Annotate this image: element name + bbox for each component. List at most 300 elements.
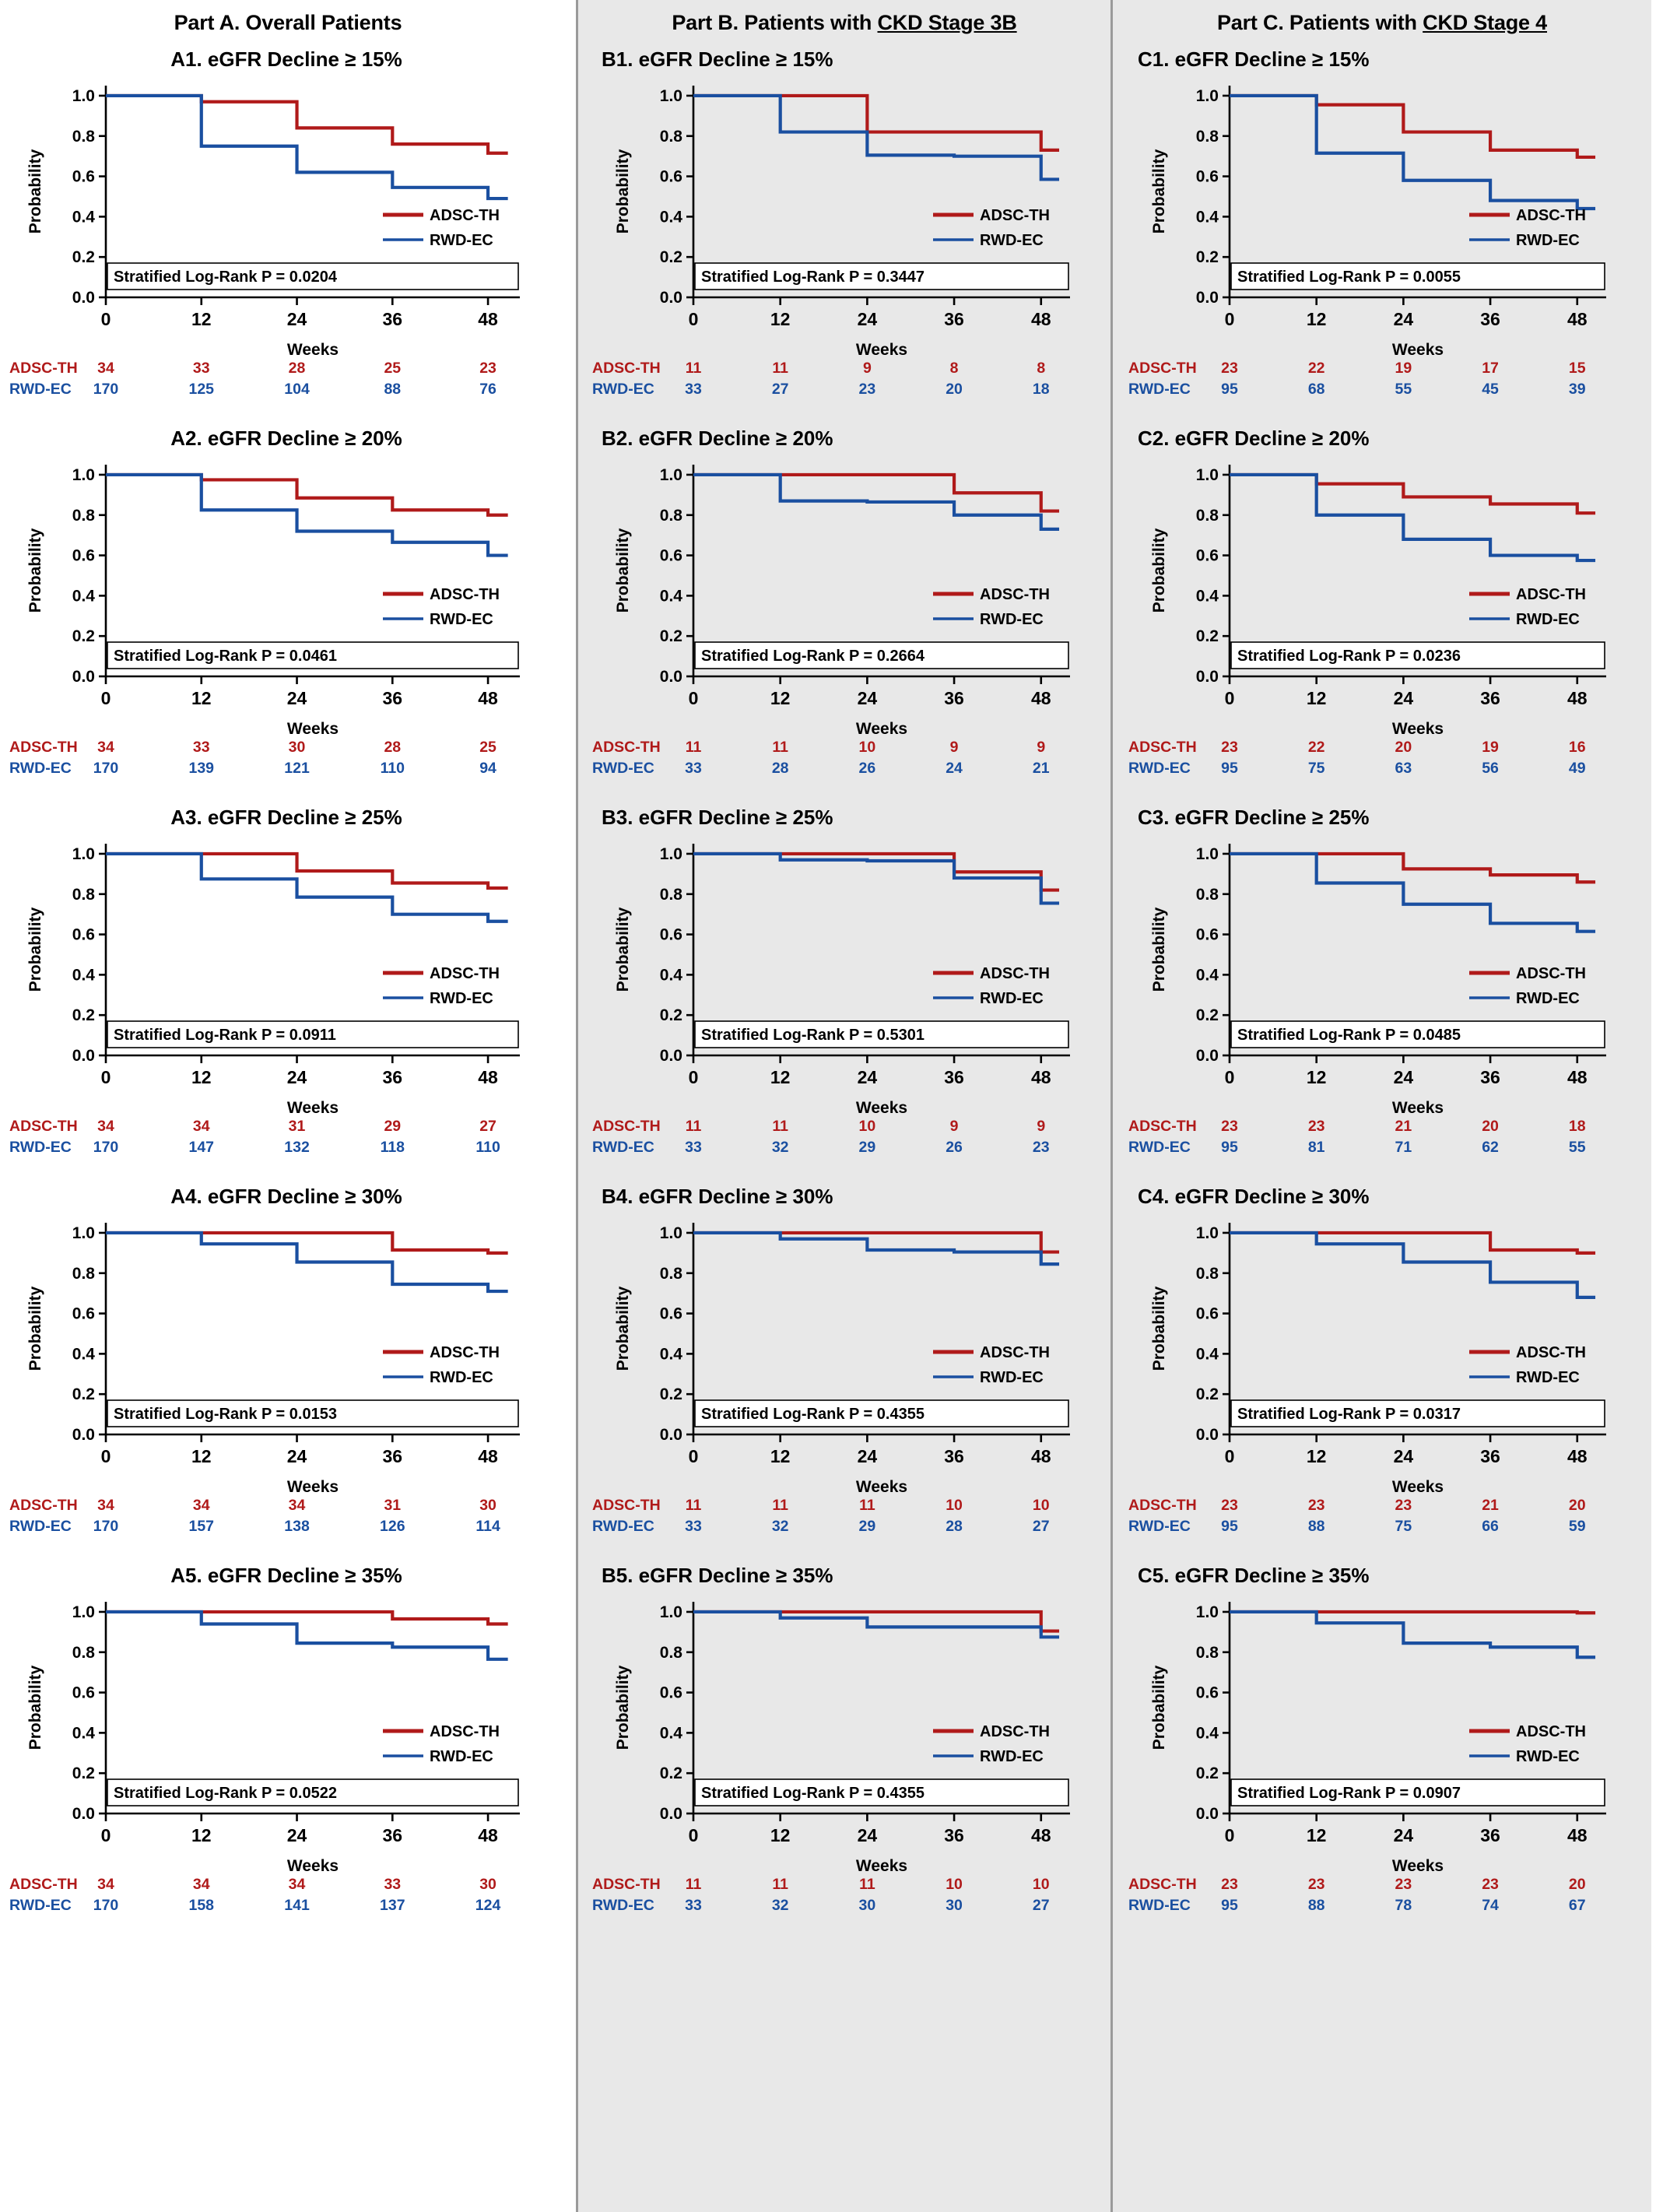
risk-value: 25 — [479, 739, 496, 756]
svg-text:0.8: 0.8 — [659, 1264, 682, 1283]
svg-text:0: 0 — [688, 1825, 699, 1845]
svg-text:0.6: 0.6 — [1195, 925, 1219, 944]
risk-row-label: RWD-EC — [592, 1897, 654, 1914]
svg-text:36: 36 — [944, 309, 964, 329]
part-c-column — [1113, 0, 1651, 2212]
svg-text:24: 24 — [1393, 1067, 1414, 1087]
risk-value: 118 — [380, 1139, 405, 1156]
risk-value: 24 — [946, 760, 963, 777]
risk-value: 34 — [97, 739, 114, 756]
risk-table-B5 — [584, 1876, 1107, 1921]
svg-text:0.0: 0.0 — [72, 1047, 95, 1065]
panel-A1 — [6, 47, 567, 405]
svg-text:12: 12 — [191, 309, 212, 329]
panel-B2 — [584, 427, 1107, 784]
svg-text:ADSC-TH: ADSC-TH — [980, 586, 1050, 603]
risk-value: 81 — [1307, 1139, 1325, 1156]
risk-value: 11 — [685, 1876, 702, 1893]
risk-row-B5-adsc — [584, 1876, 1107, 1897]
svg-text:12: 12 — [770, 1825, 791, 1845]
risk-value: 34 — [288, 1876, 306, 1893]
risk-value: 23 — [1395, 1876, 1412, 1893]
risk-row-label: RWD-EC — [9, 760, 72, 777]
risk-value: 11 — [685, 739, 702, 756]
svg-text:48: 48 — [1030, 688, 1051, 708]
risk-value: 33 — [685, 1139, 702, 1156]
x-axis-label-C4: Weeks — [1391, 1478, 1444, 1496]
svg-text:Probability: Probability — [26, 528, 44, 613]
risk-table-B2 — [584, 739, 1107, 784]
svg-text:0.6: 0.6 — [72, 1684, 95, 1702]
km-plot-B1 — [584, 73, 1098, 346]
svg-text:Stratified Log-Rank P = 0.0317: Stratified Log-Rank P = 0.0317 — [1237, 1406, 1461, 1423]
svg-text:48: 48 — [478, 309, 498, 329]
risk-row-label: ADSC-TH — [1128, 739, 1197, 756]
risk-row-A4-rwd — [6, 1518, 567, 1539]
svg-text:0: 0 — [100, 688, 111, 708]
risk-table-A4 — [6, 1497, 567, 1542]
svg-text:Probability: Probability — [26, 149, 44, 234]
km-plot-B5 — [584, 1589, 1098, 1862]
km-plot-A4 — [6, 1210, 551, 1483]
risk-row-label: ADSC-TH — [592, 1118, 661, 1135]
svg-text:0.4: 0.4 — [659, 1724, 682, 1743]
svg-text:ADSC-TH: ADSC-TH — [1516, 965, 1586, 982]
risk-value: 76 — [479, 381, 496, 398]
panel-C5 — [1121, 1564, 1644, 1921]
risk-value: 10 — [946, 1876, 963, 1893]
risk-value: 141 — [284, 1897, 310, 1914]
risk-value: 19 — [1482, 739, 1499, 756]
svg-text:36: 36 — [944, 688, 964, 708]
panel-A2 — [6, 427, 567, 784]
km-plot-A1 — [6, 73, 551, 346]
risk-value: 55 — [1568, 1139, 1586, 1156]
risk-value: 104 — [284, 381, 310, 398]
svg-text:24: 24 — [1393, 309, 1414, 329]
risk-row-C2-rwd — [1121, 760, 1644, 781]
risk-value: 11 — [772, 360, 788, 377]
risk-value: 30 — [288, 739, 306, 756]
risk-value: 33 — [685, 760, 702, 777]
risk-value: 27 — [1032, 1518, 1050, 1535]
risk-value: 33 — [685, 1518, 702, 1535]
svg-text:1.0: 1.0 — [659, 1224, 682, 1242]
risk-row-B4-adsc — [584, 1497, 1107, 1518]
svg-text:0.2: 0.2 — [1195, 1764, 1219, 1783]
risk-value: 28 — [771, 760, 789, 777]
risk-value: 9 — [949, 739, 959, 756]
svg-text:0.0: 0.0 — [1195, 1426, 1219, 1444]
svg-text:0.8: 0.8 — [72, 127, 95, 146]
risk-row-C3-adsc — [1121, 1118, 1644, 1139]
risk-row-B4-rwd — [584, 1518, 1107, 1539]
risk-value: 30 — [479, 1497, 496, 1514]
risk-row-B3-adsc — [584, 1118, 1107, 1139]
svg-text:ADSC-TH: ADSC-TH — [980, 965, 1050, 982]
risk-value: 11 — [859, 1497, 875, 1514]
svg-text:0.8: 0.8 — [72, 1643, 95, 1662]
svg-text:Stratified Log-Rank P = 0.0911: Stratified Log-Rank P = 0.0911 — [114, 1027, 336, 1044]
risk-row-C2-adsc — [1121, 739, 1644, 760]
panel-title-A3: A3. eGFR Decline ≥ 25% — [170, 806, 402, 829]
risk-value: 29 — [384, 1118, 402, 1135]
risk-value: 11 — [685, 1497, 702, 1514]
risk-value: 33 — [192, 739, 210, 756]
risk-row-label: ADSC-TH — [1128, 1876, 1197, 1893]
svg-text:Stratified Log-Rank P = 0.0236: Stratified Log-Rank P = 0.0236 — [1237, 648, 1461, 665]
panel-title-B2: B2. eGFR Decline ≥ 20% — [602, 427, 833, 450]
risk-value: 95 — [1221, 760, 1238, 777]
svg-text:1.0: 1.0 — [72, 465, 95, 484]
svg-text:0.2: 0.2 — [659, 1385, 682, 1404]
panel-title-A2: A2. eGFR Decline ≥ 20% — [170, 427, 402, 450]
svg-text:ADSC-TH: ADSC-TH — [1516, 1344, 1586, 1361]
svg-text:12: 12 — [191, 1446, 212, 1466]
risk-row-A4-adsc — [6, 1497, 567, 1518]
km-plot-C5 — [1121, 1589, 1634, 1862]
svg-text:RWD-EC: RWD-EC — [1516, 990, 1580, 1007]
svg-text:24: 24 — [286, 1067, 307, 1087]
svg-text:36: 36 — [382, 1446, 403, 1466]
risk-value: 17 — [1482, 360, 1499, 377]
panel-B4 — [584, 1185, 1107, 1542]
svg-text:0.0: 0.0 — [659, 1426, 682, 1444]
risk-row-label: RWD-EC — [1128, 1139, 1191, 1156]
risk-value: 20 — [1395, 739, 1412, 756]
risk-value: 9 — [1037, 1118, 1046, 1135]
svg-text:36: 36 — [1480, 1825, 1500, 1845]
svg-text:1.0: 1.0 — [72, 844, 95, 863]
svg-text:0.0: 0.0 — [72, 1805, 95, 1823]
svg-text:0.6: 0.6 — [1195, 1304, 1219, 1323]
risk-row-label: ADSC-TH — [592, 739, 661, 756]
risk-table-A3 — [6, 1118, 567, 1163]
svg-text:48: 48 — [1567, 1446, 1588, 1466]
svg-text:36: 36 — [1480, 309, 1500, 329]
svg-text:48: 48 — [1567, 309, 1588, 329]
risk-value: 27 — [1032, 1897, 1050, 1914]
svg-text:0.8: 0.8 — [1195, 1264, 1219, 1283]
svg-text:RWD-EC: RWD-EC — [980, 1748, 1044, 1765]
risk-value: 11 — [772, 1118, 788, 1135]
svg-text:0.4: 0.4 — [72, 966, 95, 985]
risk-value: 10 — [1032, 1876, 1050, 1893]
risk-table-A2 — [6, 739, 567, 784]
x-axis-label-A1: Weeks — [286, 341, 339, 359]
svg-text:0.8: 0.8 — [72, 885, 95, 904]
svg-text:0.4: 0.4 — [72, 587, 95, 606]
risk-value: 32 — [771, 1139, 789, 1156]
svg-text:0.6: 0.6 — [72, 546, 95, 565]
risk-value: 34 — [288, 1497, 306, 1514]
svg-text:0.4: 0.4 — [659, 208, 682, 226]
svg-text:48: 48 — [1567, 688, 1588, 708]
risk-row-label: RWD-EC — [592, 1139, 654, 1156]
risk-row-label: ADSC-TH — [9, 739, 78, 756]
risk-row-label: ADSC-TH — [9, 360, 78, 377]
svg-text:48: 48 — [478, 1825, 498, 1845]
svg-text:36: 36 — [382, 1067, 403, 1087]
svg-text:36: 36 — [1480, 1446, 1500, 1466]
risk-table-C5 — [1121, 1876, 1644, 1921]
risk-row-label: RWD-EC — [9, 1139, 72, 1156]
svg-text:0.0: 0.0 — [1195, 1805, 1219, 1823]
risk-row-label: RWD-EC — [1128, 760, 1191, 777]
risk-value: 30 — [479, 1876, 496, 1893]
risk-row-C4-adsc — [1121, 1497, 1644, 1518]
risk-value: 20 — [1568, 1497, 1586, 1514]
risk-value: 23 — [1221, 1118, 1238, 1135]
svg-text:12: 12 — [1306, 1067, 1327, 1087]
risk-row-C4-rwd — [1121, 1518, 1644, 1539]
risk-value: 9 — [1037, 739, 1046, 756]
x-axis-label-B4: Weeks — [855, 1478, 908, 1496]
risk-row-label: RWD-EC — [9, 1897, 72, 1914]
svg-text:0.8: 0.8 — [72, 1264, 95, 1283]
svg-text:0.2: 0.2 — [1195, 248, 1219, 267]
svg-text:0.0: 0.0 — [72, 1426, 95, 1444]
risk-value: 23 — [1221, 360, 1238, 377]
risk-row-label: ADSC-TH — [9, 1876, 78, 1893]
risk-value: 49 — [1568, 760, 1586, 777]
panel-title-C2: C2. eGFR Decline ≥ 20% — [1138, 427, 1370, 450]
panel-B3 — [584, 806, 1107, 1163]
part-b-column — [576, 0, 1113, 2212]
panel-title-A5: A5. eGFR Decline ≥ 35% — [170, 1564, 402, 1587]
risk-row-label: RWD-EC — [9, 381, 72, 398]
svg-text:24: 24 — [857, 1825, 878, 1845]
panel-C1 — [1121, 47, 1644, 405]
svg-text:ADSC-TH: ADSC-TH — [1516, 586, 1586, 603]
risk-value: 23 — [1307, 1876, 1325, 1893]
svg-text:Probability: Probability — [614, 907, 632, 992]
svg-text:RWD-EC: RWD-EC — [1516, 611, 1580, 628]
svg-text:ADSC-TH: ADSC-TH — [430, 965, 500, 982]
svg-text:48: 48 — [478, 1446, 498, 1466]
svg-text:0: 0 — [1224, 1067, 1235, 1087]
risk-value: 22 — [1307, 360, 1325, 377]
risk-value: 88 — [384, 381, 402, 398]
x-axis-label-C2: Weeks — [1391, 720, 1444, 738]
x-axis-label-C3: Weeks — [1391, 1099, 1444, 1117]
risk-value: 71 — [1395, 1139, 1412, 1156]
svg-text:RWD-EC: RWD-EC — [980, 232, 1044, 249]
svg-text:24: 24 — [286, 1825, 307, 1845]
risk-value: 56 — [1482, 760, 1499, 777]
svg-text:0.2: 0.2 — [72, 1006, 95, 1025]
risk-value: 23 — [1032, 1139, 1050, 1156]
risk-value: 19 — [1395, 360, 1412, 377]
km-plot-B3 — [584, 831, 1098, 1104]
svg-text:Stratified Log-Rank P = 0.0522: Stratified Log-Rank P = 0.0522 — [114, 1785, 337, 1802]
svg-text:Probability: Probability — [1150, 149, 1168, 234]
risk-value: 23 — [1221, 1497, 1238, 1514]
risk-value: 30 — [858, 1897, 876, 1914]
svg-text:0: 0 — [1224, 1446, 1235, 1466]
risk-row-B1-adsc — [584, 360, 1107, 381]
svg-text:0.4: 0.4 — [1195, 966, 1219, 985]
x-axis-label-C5: Weeks — [1391, 1857, 1444, 1875]
svg-text:ADSC-TH: ADSC-TH — [1516, 1723, 1586, 1740]
risk-row-C1-adsc — [1121, 360, 1644, 381]
svg-text:24: 24 — [857, 1067, 878, 1087]
svg-text:48: 48 — [1030, 1446, 1051, 1466]
svg-text:24: 24 — [286, 309, 307, 329]
panel-B1 — [584, 47, 1107, 405]
svg-text:1.0: 1.0 — [659, 1603, 682, 1621]
panel-title-C1: C1. eGFR Decline ≥ 15% — [1138, 47, 1370, 71]
panel-A5 — [6, 1564, 567, 1921]
svg-text:0.0: 0.0 — [1195, 289, 1219, 307]
km-plot-A3 — [6, 831, 551, 1104]
risk-value: 23 — [1482, 1876, 1499, 1893]
risk-value: 11 — [772, 1497, 788, 1514]
risk-value: 95 — [1221, 1897, 1238, 1914]
svg-text:0.8: 0.8 — [1195, 506, 1219, 525]
risk-value: 55 — [1395, 381, 1412, 398]
svg-text:36: 36 — [382, 309, 403, 329]
svg-text:36: 36 — [1480, 688, 1500, 708]
svg-text:Probability: Probability — [1150, 907, 1168, 992]
risk-value: 34 — [192, 1497, 210, 1514]
svg-text:0.2: 0.2 — [659, 1764, 682, 1783]
panel-title-C5: C5. eGFR Decline ≥ 35% — [1138, 1564, 1370, 1587]
svg-text:36: 36 — [382, 688, 403, 708]
panel-B5 — [584, 1564, 1107, 1921]
x-axis-label-C1: Weeks — [1391, 341, 1444, 359]
risk-value: 34 — [192, 1118, 210, 1135]
risk-value: 126 — [380, 1518, 405, 1535]
svg-text:Stratified Log-Rank P = 0.0055: Stratified Log-Rank P = 0.0055 — [1237, 269, 1461, 286]
svg-text:RWD-EC: RWD-EC — [430, 1748, 493, 1765]
risk-row-B2-adsc — [584, 739, 1107, 760]
svg-text:ADSC-TH: ADSC-TH — [430, 207, 500, 224]
risk-value: 28 — [288, 360, 306, 377]
risk-value: 11 — [772, 1876, 788, 1893]
svg-text:12: 12 — [191, 1067, 212, 1087]
km-plot-B4 — [584, 1210, 1098, 1483]
km-plot-C2 — [1121, 452, 1634, 725]
risk-row-label: ADSC-TH — [1128, 360, 1197, 377]
svg-text:Stratified Log-Rank P = 0.4355: Stratified Log-Rank P = 0.4355 — [701, 1785, 924, 1802]
risk-value: 26 — [946, 1139, 963, 1156]
km-plot-B2 — [584, 452, 1098, 725]
risk-value: 11 — [859, 1876, 875, 1893]
svg-text:12: 12 — [770, 1067, 791, 1087]
svg-text:0.4: 0.4 — [72, 208, 95, 226]
risk-value: 34 — [97, 1118, 114, 1135]
svg-text:0.6: 0.6 — [659, 546, 682, 565]
svg-text:24: 24 — [1393, 1825, 1414, 1845]
risk-table-C4 — [1121, 1497, 1644, 1542]
risk-value: 25 — [384, 360, 402, 377]
svg-text:12: 12 — [770, 309, 791, 329]
x-axis-label-B3: Weeks — [855, 1099, 908, 1117]
svg-text:Stratified Log-Rank P = 0.0461: Stratified Log-Rank P = 0.0461 — [114, 648, 337, 665]
risk-row-B3-rwd — [584, 1139, 1107, 1160]
risk-row-label: ADSC-TH — [592, 1497, 661, 1514]
risk-row-label: RWD-EC — [592, 1518, 654, 1535]
risk-value: 170 — [93, 1897, 119, 1914]
risk-value: 16 — [1568, 739, 1586, 756]
risk-value: 28 — [946, 1518, 963, 1535]
risk-value: 110 — [475, 1139, 500, 1156]
panel-title-B1: B1. eGFR Decline ≥ 15% — [602, 47, 833, 71]
risk-value: 138 — [284, 1518, 310, 1535]
svg-text:0.6: 0.6 — [72, 1304, 95, 1323]
risk-value: 11 — [685, 1118, 702, 1135]
svg-text:RWD-EC: RWD-EC — [430, 990, 493, 1007]
risk-table-B3 — [584, 1118, 1107, 1163]
svg-text:0.2: 0.2 — [72, 1764, 95, 1783]
risk-value: 31 — [288, 1118, 306, 1135]
km-plot-C4 — [1121, 1210, 1634, 1483]
risk-value: 11 — [685, 360, 702, 377]
svg-text:12: 12 — [1306, 309, 1327, 329]
risk-row-B1-rwd — [584, 381, 1107, 402]
svg-text:ADSC-TH: ADSC-TH — [430, 1723, 500, 1740]
risk-value: 95 — [1221, 381, 1238, 398]
risk-row-A3-adsc — [6, 1118, 567, 1139]
risk-value: 23 — [1221, 739, 1238, 756]
risk-value: 10 — [858, 1118, 876, 1135]
svg-text:1.0: 1.0 — [1195, 1224, 1219, 1242]
svg-text:0.8: 0.8 — [659, 885, 682, 904]
risk-row-A2-adsc — [6, 739, 567, 760]
risk-value: 20 — [1568, 1876, 1586, 1893]
svg-text:0.0: 0.0 — [72, 668, 95, 686]
risk-value: 33 — [685, 1897, 702, 1914]
svg-text:12: 12 — [1306, 1446, 1327, 1466]
svg-text:RWD-EC: RWD-EC — [430, 611, 493, 628]
svg-text:Probability: Probability — [1150, 1665, 1168, 1750]
risk-value: 30 — [946, 1897, 963, 1914]
svg-text:0.8: 0.8 — [659, 127, 682, 146]
risk-row-C1-rwd — [1121, 381, 1644, 402]
risk-value: 110 — [380, 760, 405, 777]
svg-text:36: 36 — [382, 1825, 403, 1845]
risk-value: 66 — [1482, 1518, 1499, 1535]
part-a-column — [0, 0, 576, 1943]
risk-value: 170 — [93, 760, 119, 777]
svg-text:RWD-EC: RWD-EC — [980, 990, 1044, 1007]
panel-C3 — [1121, 806, 1644, 1163]
risk-value: 45 — [1482, 381, 1499, 398]
svg-text:1.0: 1.0 — [659, 86, 682, 105]
risk-row-label: RWD-EC — [592, 760, 654, 777]
svg-text:Stratified Log-Rank P = 0.4355: Stratified Log-Rank P = 0.4355 — [701, 1406, 924, 1423]
svg-text:1.0: 1.0 — [659, 465, 682, 484]
svg-text:24: 24 — [857, 688, 878, 708]
svg-text:12: 12 — [191, 1825, 212, 1845]
risk-table-C3 — [1121, 1118, 1644, 1163]
risk-value: 78 — [1395, 1897, 1412, 1914]
risk-value: 132 — [284, 1139, 310, 1156]
svg-text:0.8: 0.8 — [72, 506, 95, 525]
risk-value: 67 — [1568, 1897, 1586, 1914]
panel-C4 — [1121, 1185, 1644, 1542]
risk-row-label: RWD-EC — [1128, 1897, 1191, 1914]
risk-row-label: RWD-EC — [1128, 1518, 1191, 1535]
panel-title-B4: B4. eGFR Decline ≥ 30% — [602, 1185, 833, 1208]
svg-text:48: 48 — [1030, 1067, 1051, 1087]
svg-text:1.0: 1.0 — [72, 1603, 95, 1621]
risk-row-label: ADSC-TH — [1128, 1118, 1197, 1135]
risk-value: 23 — [858, 381, 876, 398]
panel-C2 — [1121, 427, 1644, 784]
panel-title-A1: A1. eGFR Decline ≥ 15% — [170, 47, 402, 71]
